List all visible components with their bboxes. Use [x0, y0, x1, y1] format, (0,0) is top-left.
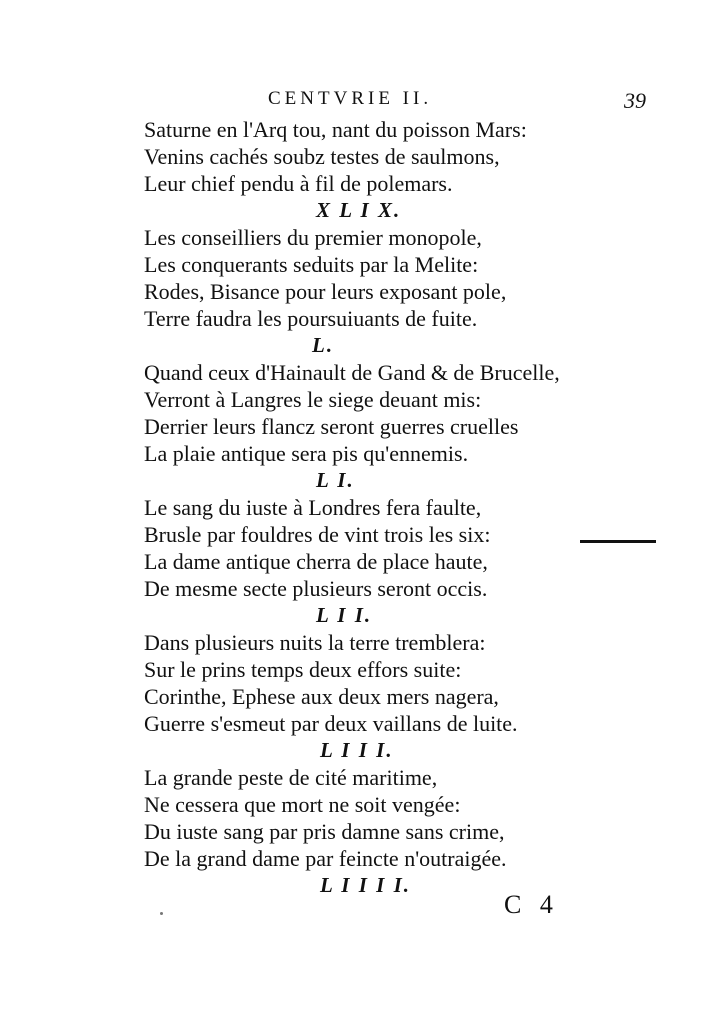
- quatrain-numeral: L I I I.: [320, 738, 394, 762]
- quatrain-numeral: L I.: [316, 468, 355, 492]
- verse-line: Dans plusieurs nuits la terre tremblera:: [144, 630, 486, 655]
- verse-line: La dame antique cherra de place haute,: [144, 549, 488, 574]
- verse-line: Ne cessera que mort ne soit vengée:: [144, 792, 461, 817]
- quatrain-numeral: L I I.: [316, 603, 373, 627]
- verse-line: Les conquerants seduits par la Melite:: [144, 252, 479, 277]
- signature-mark: C 4: [504, 890, 559, 919]
- verse-line: Leur chief pendu à fil de polemars.: [144, 171, 453, 196]
- verse-line: La plaie antique sera pis qu'ennemis.: [144, 441, 469, 466]
- verse-line: Derrier leurs flancz seront guerres cruelles: [144, 414, 519, 439]
- verse-line: Corinthe, Ephese aux deux mers nagera,: [144, 684, 499, 709]
- verse-line: Terre faudra les poursuiuants de fuite.: [144, 306, 478, 331]
- verse-line: Brusle par fouldres de vint trois les six:: [144, 522, 491, 547]
- verse-line: Verront à Langres le siege deuant mis:: [144, 387, 482, 412]
- ink-speck: [160, 912, 163, 915]
- verse-line: Sur le prins temps deux effors suite:: [144, 657, 462, 682]
- folio-number: 39: [624, 88, 646, 113]
- verse-line: Les conseilliers du premier monopole,: [144, 225, 482, 250]
- verse-line: Du iuste sang par pris damne sans crime,: [144, 819, 505, 844]
- verse-line: La grande peste de cité maritime,: [144, 765, 438, 790]
- verse-line: Le sang du iuste à Londres fera faulte,: [144, 495, 482, 520]
- quatrain-numeral: L.: [312, 333, 335, 357]
- verse-line: Guerre s'esmeut par deux vaillans de luite.: [144, 711, 518, 736]
- verse-line: De mesme secte plusieurs seront occis.: [144, 576, 488, 601]
- verse-line: De la grand dame par feincte n'outraigée.: [144, 846, 507, 871]
- running-head: CENTVRIE II.: [268, 88, 433, 109]
- quatrain-text: [144, 116, 664, 899]
- verse-line: Rodes, Bisance pour leurs exposant pole,: [144, 279, 507, 304]
- verse-line: Saturne en l'Arq tou, nant du poisson Mars:: [144, 117, 527, 142]
- verse-line: Venins cachés soubz testes de saulmons,: [144, 144, 500, 169]
- quatrain-numeral: X L I X.: [316, 198, 402, 222]
- verse-line: Quand ceux d'Hainault de Gand & de Brucelle,: [144, 360, 560, 385]
- quatrain-numeral: L I I I I.: [320, 873, 411, 897]
- margin-rule: [580, 540, 656, 543]
